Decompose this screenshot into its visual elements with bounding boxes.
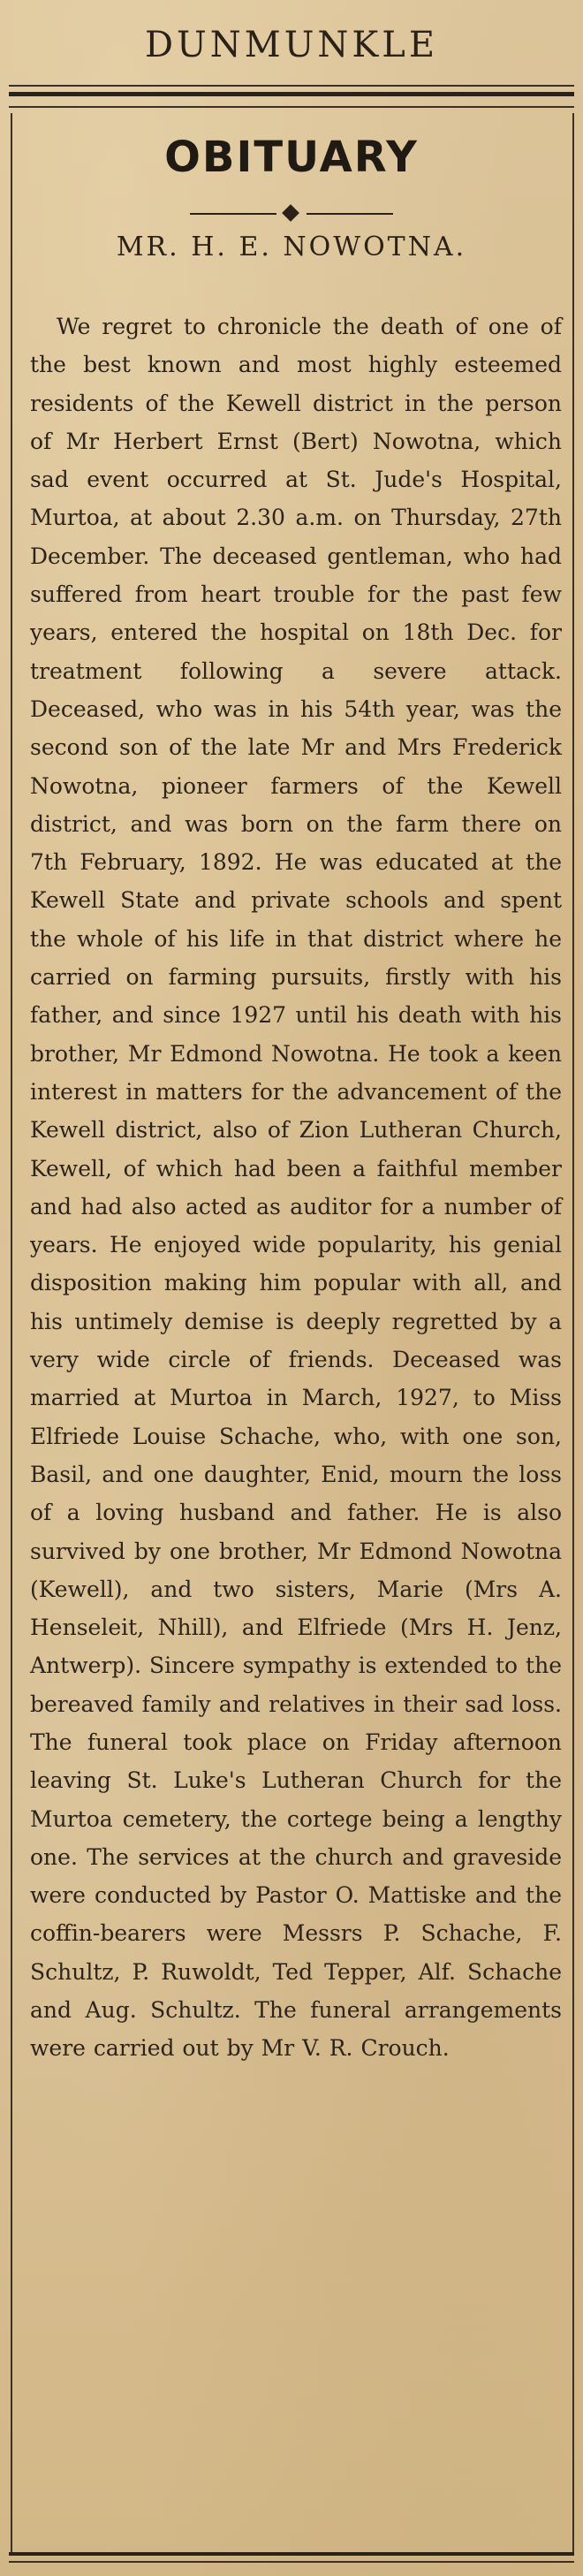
headline-ornament-divider: [190, 205, 393, 223]
column-border-left: [11, 113, 12, 2552]
diamond-ornament-icon: [282, 204, 299, 222]
masthead-rule-thick: [9, 92, 574, 96]
footer-rule-thick: [9, 2552, 574, 2556]
masthead-rule-thin: [9, 85, 574, 87]
article-subhead: MR. H. E. NOWOTNA.: [116, 232, 467, 262]
footer-rule-thin: [9, 2561, 574, 2563]
column-border-right: [572, 113, 574, 2552]
column-masthead: DUNMUNKLE: [144, 25, 439, 65]
article-headline: OBITUARY: [164, 133, 419, 182]
masthead-rule-lower: [9, 106, 574, 108]
article-body: We regret to chronicle the death of one of the best known and most highly esteemed residents of the Kewell district in the person of Mr Herbert Ernst (Bert) Nowotna, which sad event occurred at St. Jude's Hospital, Murtoa, at about 2.30 a.m. on Thursday, 27th December. The deceased gentleman, who had suffered from heart trouble for the past few years, entered the hospital on 18th Dec. for treatment following a severe attack. Deceased, who was in his 54th year, was the second son of the late Mr and Mrs Frederick Nowotna, pioneer farmers of the Kewell district, and was born on the farm there on 7th February, 1892. He was educated at the Kewell State and private schools and spent the whole of his life in that district where he carried on farming pursuits, firstly with his father, and since 1927 until his death with his brother, Mr Edmond Nowotna. He took a keen interest in matters for the advancement of the Kewell district, also of Zion Lutheran Church, Kewell, of which had been a faithful member and had also acted as auditor for a number of years. He enjoyed wide popularity, his genial disposition making him popular with all, and his untimely demise is deeply regretted by a very wide circle of friends. Deceased was married at Murtoa in March, 1927, to Miss Elfriede Louise Schache, who, with one son, Basil, and one daughter, Enid, mourn the loss of a loving husband and father. He is also survived by one brother, Mr Edmond Nowotna (Kewell), and two sisters, Marie (Mrs A. Henseleit, Nhill), and Elfriede (Mrs H. Jenz, Antwerp). Sincere sympathy is extended to the bereaved family and relatives in their sad loss. The funeral took place on Friday afternoon leaving St. Luke's Lutheran Church for the Murtoa cemetery, the cortege being a lengthy one. The services at the church and graveside were conducted by Pastor O. Mattiske and the coffin-bearers were Messrs P. Schache, F. Schultz, P. Ruwoldt, Ted Tepper, Alf. Schache and Aug. Schultz. The funeral arrangements were carried out by Mr V. R. Crouch.: [30, 314, 562, 2062]
